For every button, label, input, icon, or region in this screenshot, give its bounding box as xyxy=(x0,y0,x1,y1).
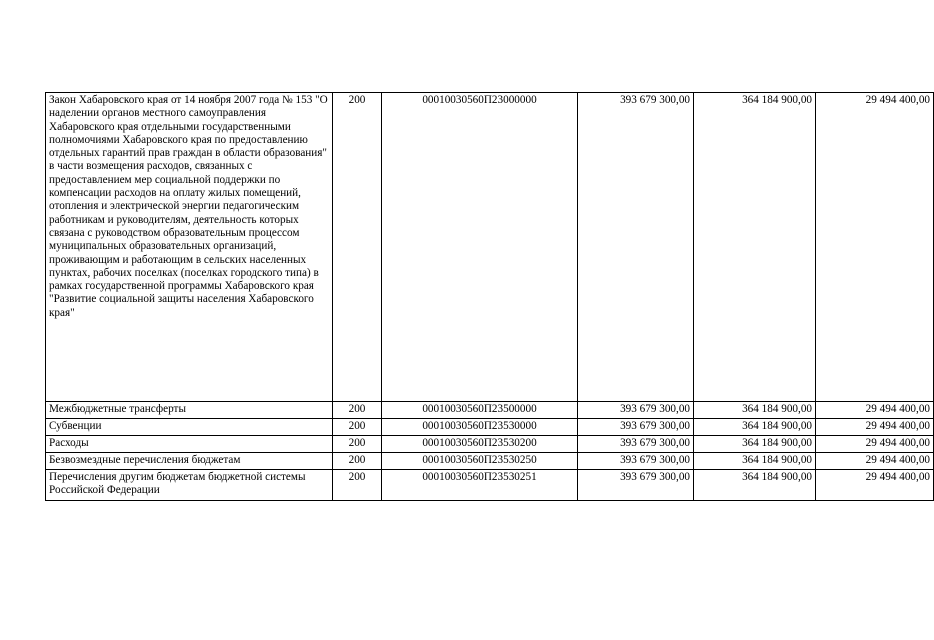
table-row xyxy=(46,419,934,436)
row-code-cell: 200 xyxy=(333,419,382,436)
row-amount-1-cell: 393 679 300,00 xyxy=(578,402,694,419)
row-amount-1-cell: 393 679 300,00 xyxy=(578,470,694,501)
row-amount-1-cell: 393 679 300,00 xyxy=(578,453,694,470)
row-name-cell: Закон Хабаровского края от 14 ноября 2007 года № 153 "О наделении органов местного самоуправления Хабаровского края отдельными государственными полномочиями Хабаровского края по предоставлению отдельных гарантий прав граждан в области образования" в части возмещения расходов, связанных с предоставлением мер социальной поддержки по компенсации расходов на оплату жилых помещений, отопления и электрической энергии педагогическим работникам и руководителям, деятельность которых связана с руководством образовательным процессом муниципальных образовательных организаций, проживающим и работающим в сельских населенных пунктах, рабочих поселках (поселках городского типа) в рамках государственной программы Хабаровского края "Развитие социальной защиты населения Хабаровского края" xyxy=(46,93,333,402)
row-name-cell: Расходы xyxy=(46,436,333,453)
row-amount-3-cell: 29 494 400,00 xyxy=(816,436,934,453)
row-code-cell: 200 xyxy=(333,402,382,419)
row-amount-2-cell: 364 184 900,00 xyxy=(694,93,816,402)
row-amount-2-cell: 364 184 900,00 xyxy=(694,436,816,453)
row-amount-1-cell: 393 679 300,00 xyxy=(578,436,694,453)
row-amount-2-cell: 364 184 900,00 xyxy=(694,402,816,419)
row-amount-1-cell: 393 679 300,00 xyxy=(578,419,694,436)
row-amount-3-cell: 29 494 400,00 xyxy=(816,470,934,501)
table-row xyxy=(46,436,934,453)
row-name-cell: Безвозмездные перечисления бюджетам xyxy=(46,453,333,470)
row-name-cell: Межбюджетные трансферты xyxy=(46,402,333,419)
table-row xyxy=(46,470,934,501)
table-row xyxy=(46,402,934,419)
row-code-cell: 200 xyxy=(333,436,382,453)
row-code-cell: 200 xyxy=(333,93,382,402)
row-name-cell: Субвенции xyxy=(46,419,333,436)
row-amount-2-cell: 364 184 900,00 xyxy=(694,419,816,436)
row-name-cell: Перечисления другим бюджетам бюджетной системы Российской Федерации xyxy=(46,470,333,501)
budget-table xyxy=(45,92,934,501)
row-code-cell: 200 xyxy=(333,453,382,470)
table-row xyxy=(46,453,934,470)
row-amount-3-cell: 29 494 400,00 xyxy=(816,453,934,470)
row-classification-code-cell: 00010030560П23530250 xyxy=(382,453,578,470)
row-classification-code-cell: 00010030560П23530251 xyxy=(382,470,578,501)
row-classification-code-cell: 00010030560П23530000 xyxy=(382,419,578,436)
row-amount-1-cell: 393 679 300,00 xyxy=(578,93,694,402)
row-amount-2-cell: 364 184 900,00 xyxy=(694,470,816,501)
row-classification-code-cell: 00010030560П23530200 xyxy=(382,436,578,453)
table-row xyxy=(46,93,934,402)
row-code-cell: 200 xyxy=(333,470,382,501)
row-amount-3-cell: 29 494 400,00 xyxy=(816,419,934,436)
row-amount-3-cell: 29 494 400,00 xyxy=(816,402,934,419)
row-classification-code-cell: 00010030560П23000000 xyxy=(382,93,578,402)
row-classification-code-cell: 00010030560П23500000 xyxy=(382,402,578,419)
row-amount-3-cell: 29 494 400,00 xyxy=(816,93,934,402)
row-amount-2-cell: 364 184 900,00 xyxy=(694,453,816,470)
